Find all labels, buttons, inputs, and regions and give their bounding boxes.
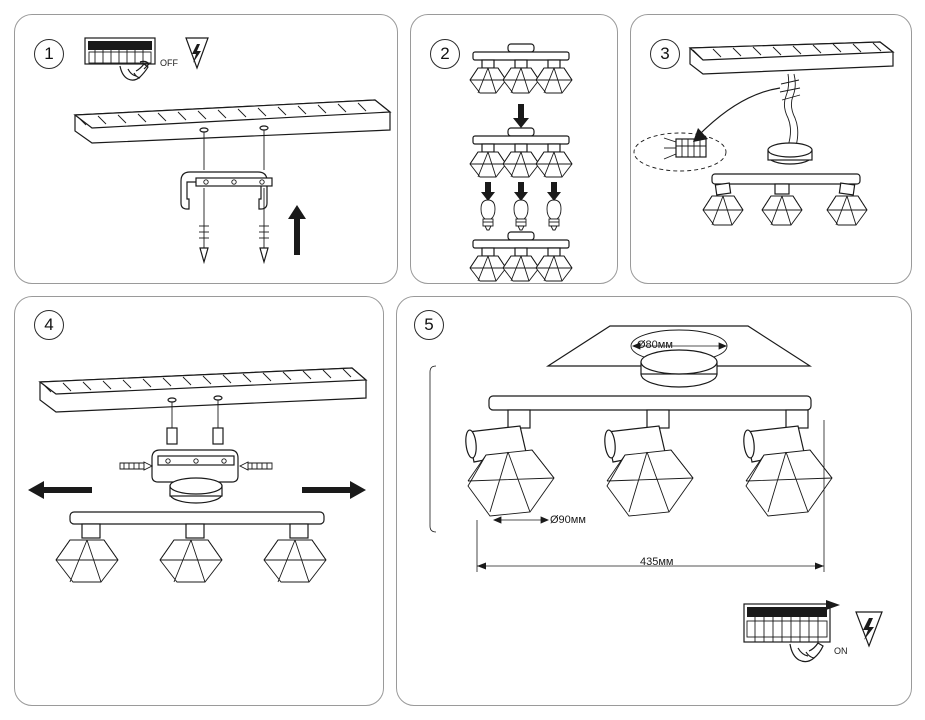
step-number-2: 2: [430, 39, 460, 69]
wire-3: [780, 74, 800, 146]
right-arrow-4: [302, 481, 366, 499]
fixture-three-heads-5: [465, 396, 832, 516]
fixture-mounted-3: [703, 143, 867, 225]
dimension-label-diameter-90: Ø90мм: [550, 514, 586, 526]
step-number-4: 4: [34, 310, 64, 340]
up-arrow-1: [288, 205, 306, 255]
circuit-breaker-off-icon: [85, 38, 155, 64]
hand-icon-on: [790, 643, 823, 662]
ceiling-plate-5: [548, 326, 810, 387]
ceiling-slab-1: [75, 100, 390, 143]
down-arrow-2a: [513, 104, 529, 128]
ceiling-slab-3: [690, 42, 893, 74]
step-number-3: 3: [650, 39, 680, 69]
high-voltage-warning-icon-2: [856, 612, 882, 646]
fixture-assembled-2: [470, 232, 572, 281]
bracket-screws-4: [120, 400, 272, 503]
cage-shade: [470, 68, 506, 93]
terminal-block-detail-3: [634, 133, 726, 171]
step-number-1: 1: [34, 39, 64, 69]
curved-arrow-3: [693, 88, 780, 142]
switch-label-off: OFF: [160, 58, 178, 68]
bulbs-2: [481, 200, 561, 230]
fixture-top-view-2: [470, 44, 572, 93]
circuit-breaker-on-icon: [744, 600, 840, 642]
ceiling-slab-4: [40, 368, 366, 412]
fixture-three-heads-4: [56, 512, 326, 582]
switch-label-on: ON: [834, 646, 848, 656]
left-arrow-4: [28, 481, 92, 499]
mounting-bracket-1: [181, 130, 272, 262]
fixture-with-sockets-2: [470, 128, 572, 177]
bulb-insert-arrows-2: [481, 182, 561, 201]
dim-diameter-90: [494, 517, 548, 523]
dimension-label-length: 435мм: [640, 556, 674, 568]
step-number-5: 5: [414, 310, 444, 340]
dimension-label-diameter-80: Ø80мм: [637, 339, 673, 351]
high-voltage-warning-icon-1: [186, 38, 208, 68]
